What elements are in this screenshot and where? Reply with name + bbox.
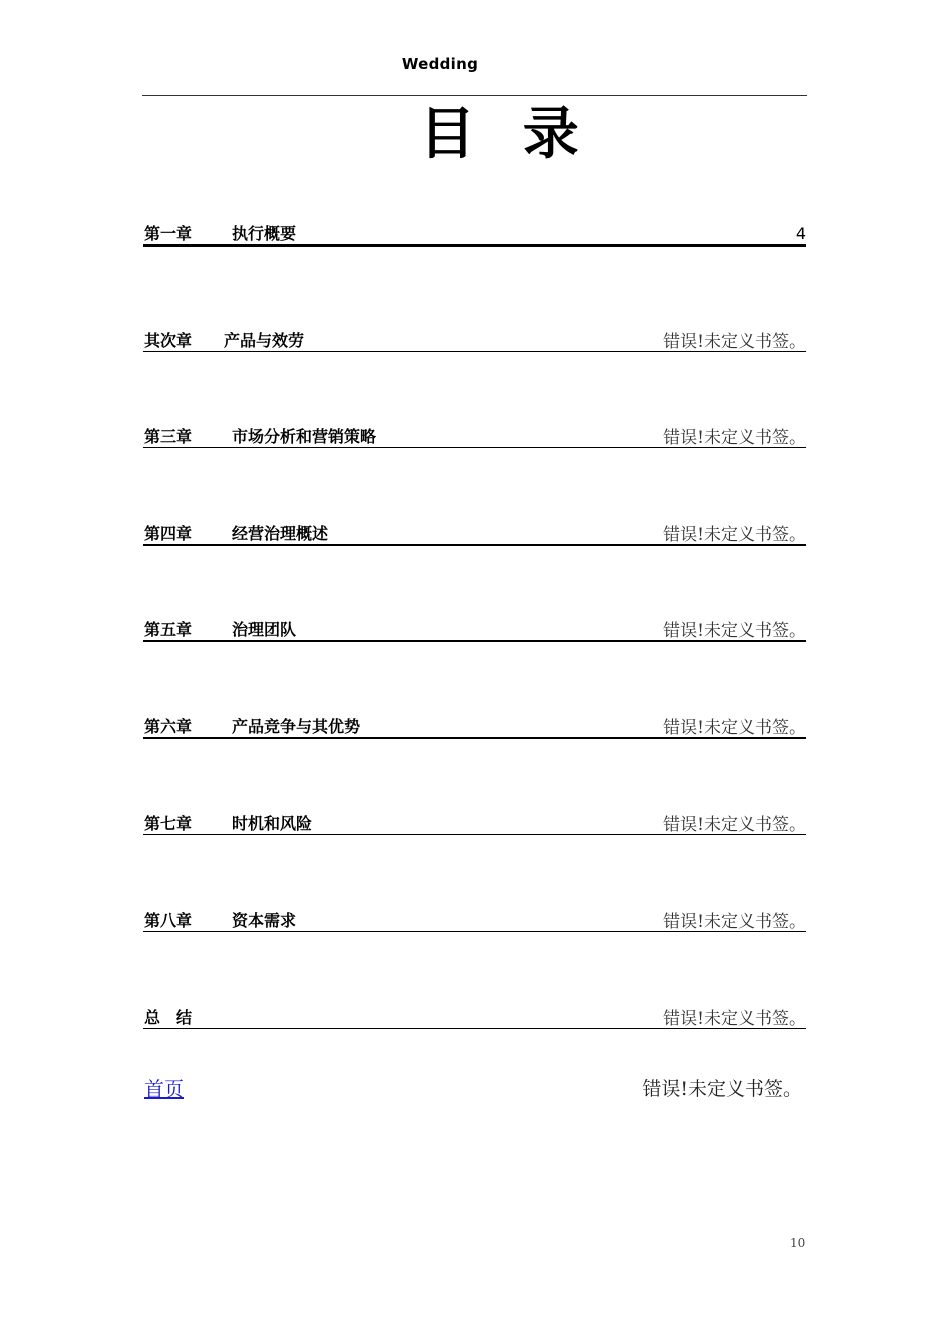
toc-entry-page: 错误!未定义书签。 <box>663 428 806 448</box>
home-link[interactable]: 首页 <box>144 1077 184 1101</box>
toc-entry-number: 第六章 <box>144 717 193 736</box>
toc-entry-label: 产品与效劳 <box>224 331 305 350</box>
toc-entry-number: 第七章 <box>144 814 193 833</box>
toc-entry-number: 第一章 <box>144 224 193 243</box>
toc-entry-label: 经营治理概述 <box>232 524 329 543</box>
toc-entry-label: 时机和风险 <box>232 814 313 833</box>
page-number: 10 <box>790 1236 806 1250</box>
running-header: Wedding <box>401 55 479 73</box>
toc-entry-chapter-5[interactable] <box>143 614 806 642</box>
toc-entry-label: 资本需求 <box>232 911 297 930</box>
toc-entry-label: 产品竞争与其优势 <box>232 717 361 736</box>
toc-entry-page: 错误!未定义书签。 <box>663 621 806 641</box>
toc-entry-page: 错误!未定义书签。 <box>663 815 806 835</box>
toc-entry-number: 第八章 <box>144 911 193 930</box>
toc-entry-chapter-8[interactable] <box>143 905 806 932</box>
toc-entry-number: 第三章 <box>144 427 193 446</box>
toc-entry-label: 治理团队 <box>232 620 297 639</box>
toc-entry-chapter-2[interactable] <box>143 325 806 352</box>
toc-entry-number: 总 结 <box>144 1008 193 1027</box>
toc-heading: 目 录 <box>419 102 593 167</box>
toc-entry-page: 错误!未定义书签。 <box>663 912 806 932</box>
toc-entry-chapter-3[interactable] <box>143 421 806 448</box>
toc-entry-summary[interactable] <box>143 1002 806 1029</box>
toc-entry-number: 其次章 <box>144 331 193 350</box>
toc-entry-chapter-4[interactable] <box>143 518 806 546</box>
home-bookmark-error: 错误!未定义书签。 <box>642 1078 802 1100</box>
header-divider <box>142 95 807 96</box>
toc-entry-number: 第四章 <box>144 524 193 543</box>
toc-entry-chapter-1[interactable] <box>143 218 806 247</box>
toc-entry-page: 错误!未定义书签。 <box>663 718 806 738</box>
toc-entry-page: 4 <box>795 224 806 243</box>
toc-entry-page: 错误!未定义书签。 <box>663 1009 806 1029</box>
toc-entry-label: 执行概要 <box>232 224 297 243</box>
toc-entry-number: 第五章 <box>144 620 193 639</box>
toc-entry-label: 市场分析和营销策略 <box>232 427 377 446</box>
toc-entry-page: 错误!未定义书签。 <box>663 332 806 352</box>
toc-entry-chapter-7[interactable] <box>143 808 806 835</box>
toc-entry-page: 错误!未定义书签。 <box>663 525 806 545</box>
toc-entry-chapter-6[interactable] <box>143 711 806 739</box>
